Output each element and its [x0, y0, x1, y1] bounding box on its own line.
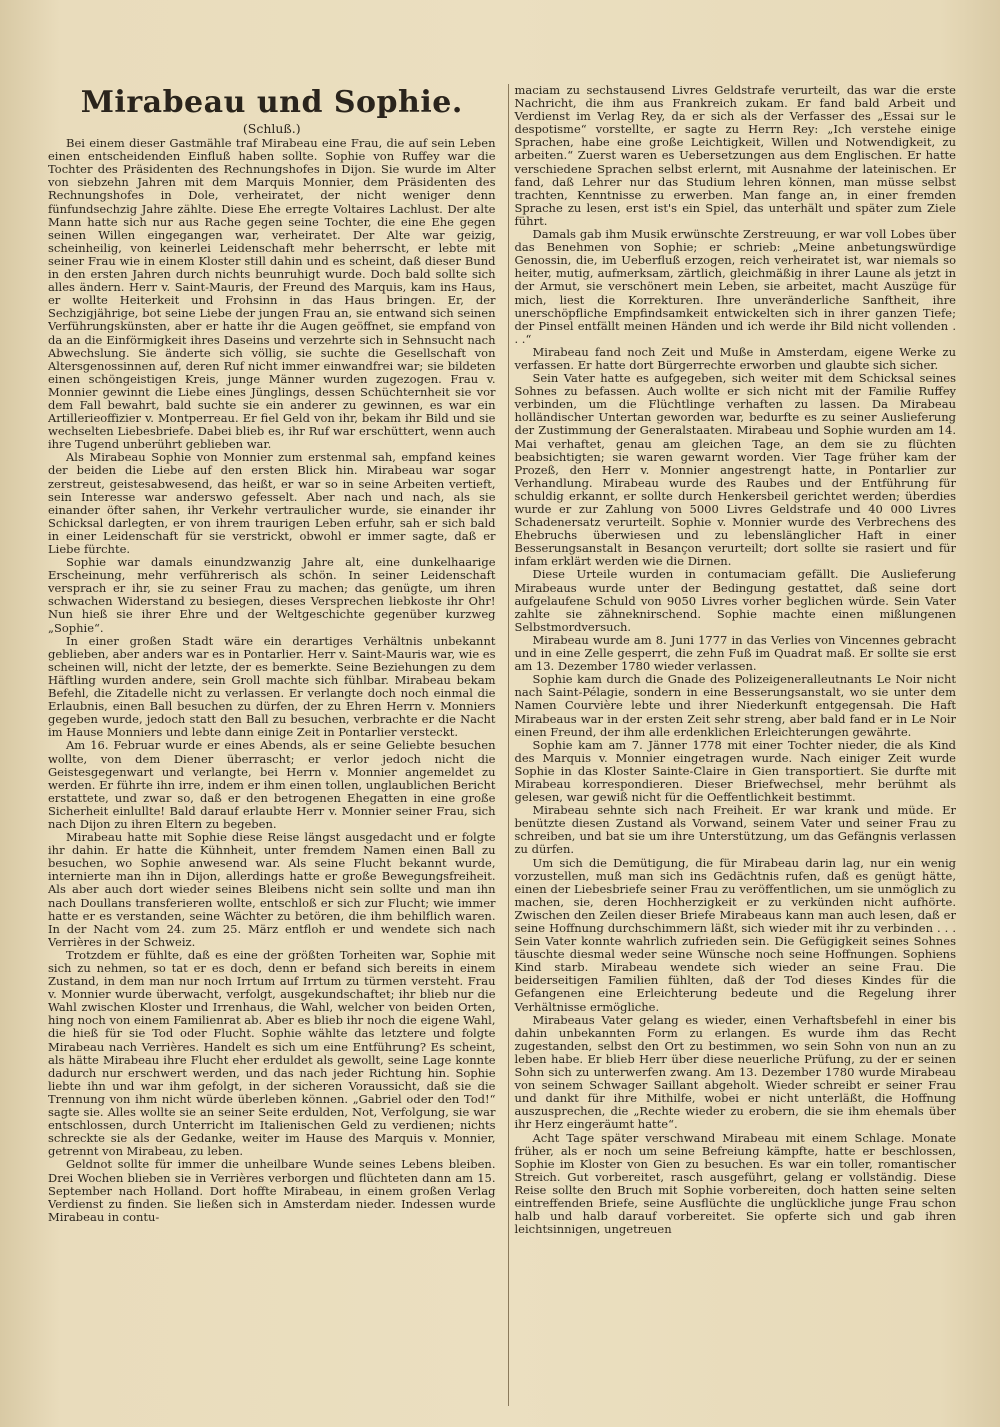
article-subtitle: (Schluß.): [242, 121, 301, 136]
paragraph: Sophie kam durch die Gnade des Polizeigeneralleutnants Le Noir nicht nach Saint-Pélagie, sondern in eine Besserungsanstalt, wo sie unter dem Namen Courvière lebte und ihrer Niederkunft entgegensah. Die Haft Mirabeaus war in der ersten Zeit sehr streng, aber bald fand er in Le Noir einen Freund, der ihm alle erdenklichen Erleichterungen gewährte.: [514, 672, 956, 739]
paragraph: Trotzdem er fühlte, daß es eine der größten Torheiten war, Sophie mit sich zu nehmen, so tat er es doch, denn er befand sich bereits in einem Zustand, in dem man nur noch Irrtum auf Irrtum zu türmen versteht. Frau v. Monnier wurde überwacht, verfolgt, ausgekundschaftet; ihr blieb nur die Wahl zwischen Kloster und Irrenhaus, die Wahl, welcher von beiden Orten, hing noch von einem Familienrat ab. Aber es blieb ihr noch die eigene Wahl, die hieß für sie Tod oder Flucht. Sophie wählte das letztere und folgte Mirabeau nach Verrières. Handelt es sich um eine Entführung? Es scheint, als hätte Mirabeau ihre Flucht eher erduldet als gewollt, seine Lage konnte dadurch nur erschwert werden, und das nach jeder Richtung hin. Sophie liebte ihn und war ihm gefolgt, in der sicheren Voraussicht, daß sie die Trennung von ihm nicht würde überleben können. „Gabriel oder den Tod!“ sagte sie. Alles wollte sie an seiner Seite erdulden, Not, Verfolgung, sie war entschlossen, durch Unterricht im Italienischen Geld zu verdienen; nichts schreckte sie als der Gedanke, weiter im Hause des Marquis v. Monnier, getrennt von Mirabeau, zu leben.: [48, 947, 496, 1159]
paragraph: In einer großen Stadt wäre ein derartiges Verhältnis unbekannt geblieben, aber anders war es in Pontarlier. Herr v. Saint-Mauris war, wie es scheinen will, nicht der letzte, der es bemerkte. Seine Beziehungen zu dem Häftling wurden andere, sein Groll machte sich fühlbar. Mirabeau bekam Befehl, die Zitadelle nicht zu verlassen. Er verlangte doch noch einmal die Erlaubnis, einen Ball besuchen zu dürfen, der zu Ehren Herrn v. Monniers gegeben wurde, jedoch statt den Ball zu besuchen, verbrachte er die Nacht im Hause Monniers und lebte dann einige Zeit in Pontarlier versteckt.: [48, 633, 496, 740]
paragraph: Am 16. Februar wurde er eines Abends, als er seine Geliebte besuchen wollte, von dem Diener überrascht; er verlor jedoch nicht die Geistesgegenwart und verlangte, bei Herrn v. Monnier angemeldet zu werden. Er führte ihn irre, indem er ihm einen tollen, unglaublichen Bericht erstattete, und zwar so, daß er den betrogenen Ehegatten in eine große Sicherheit einlullte! Bald darauf erlaubte Herr v. Monnier seiner Frau, sich nach Dijon zu ihren Eltern zu begeben.: [48, 738, 496, 831]
paragraph: maciam zu sechstausend Livres Geldstrafe verurteilt, das war die erste Nachricht, die ihm aus Frankreich zukam. Er fand bald Arbeit und Verdienst im Verlag Rey, da er sich als der Verfasser des „Essai sur le despotisme“ vorstellte, er sagte zu Herrn Rey: „Ich verstehe einige Sprachen, habe eine große Leichtigkeit, Willen und Notwendigkeit, zu arbeiten.“ Zuerst waren es Uebersetzungen aus dem Englischen. Er hatte verschiedene Sprachen selbst erlernt, mit Ausnahme der lateinischen. Er fand, daß Lehrer nur das Studium lehren können, man müsse selbst trachten, Kenntnisse zu erwerben. Man fange an, in einer fremden Sprache zu lesen, erst ist's ein Spiel, das unterhält und später zum Ziele führt.: [514, 84, 956, 228]
paragraph: Damals gab ihm Musik erwünschte Zerstreuung, er war voll Lobes über das Benehmen von Sophie; er schrieb: „Meine anbetungswürdige Genossin, die, im Ueberfluß erzogen, reich verheiratet ist, war niemals so heiter, mutig, aufmerksam, zärtlich, gleichmäßig in ihrer Laune als jetzt in der Armut, sie verschönert mein Leben, sie arbeitet, macht Auszüge für mich, liest die Korrekturen. Ihre unveränderliche Sanftheit, ihre unerschöpfliche Empfindsamkeit entwickelten sich in ihrer ganzen Tiefe; der Pinsel entfällt meinen Händen und ich werde ihr Bild nicht vollenden . . .“: [514, 227, 956, 346]
paragraph: Um sich die Demütigung, die für Mirabeau darin lag, nur ein wenig vorzustellen, muß man sich ins Gedächtnis rufen, daß es genügt hätte, einen der Liebesbriefe seiner Frau zu veröffentlichen, um sie unmöglich zu machen, sie, deren Hochherzigkeit er zu verkünden nicht aufhörte. Zwischen den Zeilen dieser Briefe Mirabeaus kann man auch lesen, daß er seine Hoffnung durchschimmern läßt, sich wieder mit ihr zu verbinden . . . Sein Vater konnte wahrlich zufrieden sein. Die Gefügigkeit seines Sohnes täuschte diesmal weder seine Wünsche noch seine Hoffnungen. Sophiens Kind starb. Mirabeau wendete sich wieder an seine Frau. Die beiderseitigen Familien fühlten, daß der Tod dieses Kindes für die Gefangenen eine Erleichterung bedeute und die Regelung ihrer Verhältnisse ermögliche.: [514, 855, 956, 1014]
article-columns: [48, 84, 956, 1406]
paragraph: Acht Tage später verschwand Mirabeau mit einem Schlage. Monate früher, als er noch um seine Befreiung kämpfte, hatte er beschlossen, Sophie im Kloster von Gien zu besuchen. Es war ein toller, romantischer Streich. Gut vorbereitet, rasch ausgeführt, gelang er vollständig. Diese Reise sollte den Bruch mit Sophie vorbereiten, doch hatten seine selten eintreffenden Briefe, seine Ausflüchte die unglückliche junge Frau schon halb und halb darauf vorbereitet. Sie opferte sich und gab ihren leichtsinnigen, ungetreuen: [514, 1130, 956, 1237]
paragraph: Geldnot sollte für immer die unheilbare Wunde seines Lebens bleiben. Drei Wochen blieben sie in Verrières verborgen und flüchteten dann am 15. September nach Holland. Dort hoffte Mirabeau, in einem großen Verlag Verdienst zu finden. Sie ließen sich in Amsterdam nieder. Indessen wurde Mirabeau in contu-: [48, 1157, 496, 1224]
paragraph: Mirabeaus Vater gelang es wieder, einen Verhaftsbefehl in einer bis dahin unbekannten Form zu erlangen. Es wurde ihm das Recht zugestanden, selbst den Ort zu bestimmen, wo sein Sohn von nun an zu leben habe. Er blieb Herr über diese neuerliche Prüfung, zu der er seinen Sohn sich zu unterwerfen zwang. Am 13. Dezember 1780 wurde Mirabeau von seinem Schwager Saillant abgeholt. Wieder schreibt er seiner Frau und dankt für ihre Mithilfe, wobei er nicht unterläßt, die Hoffnung auszusprechen, die „Rechte wieder zu erobern, die sie ihm ehemals über ihr Herz eingeräumt hatte“.: [514, 1012, 956, 1132]
paragraph: Mirabeau sehnte sich nach Freiheit. Er war krank und müde. Er benützte diesen Zustand als Vorwand, seinem Vater und seiner Frau zu schreiben, und bat sie um ihre Unterstützung, um das Gefängnis verlassen zu dürfen.: [514, 803, 956, 857]
article-title: Mirabeau und Sophie.: [80, 85, 463, 120]
paragraph: Sophie kam am 7. Jänner 1778 mit einer Tochter nieder, die als Kind des Marquis v. Monnier eingetragen wurde. Nach einiger Zeit wurde Sophie in das Kloster Sainte-Claire in Gien transportiert. Sie durfte mit Mirabeau korrespondieren. Dieser Briefwechsel, mehr berühmt als gelesen, war gewiß nicht für die Oeffentlichkeit bestimmt.: [514, 737, 956, 805]
paragraph: Diese Urteile wurden in contumaciam gefällt. Die Auslieferung Mirabeaus wurde unter der Bedingung gestattet, daß seine dort aufgelaufene Schuld von 9050 Livres vorher beglichen würde. Sein Vater zahlte sie zähneknirschend. Sophie machte einen mißlungenen Selbstmordversuch.: [514, 567, 956, 634]
left-column: [48, 84, 496, 1406]
paragraph: Bei einem dieser Gastmähle traf Mirabeau eine Frau, die auf sein Leben einen entscheidenden Einfluß haben sollte. Sophie von Ruffey war die Tochter des Präsidenten des Rechnungshofes in Dijon. Sie wurde im Alter von siebzehn Jahren mit dem Marquis Monnier, dem Präsidenten des Rechnungshofes in Dole, verheiratet, der nicht weniger denn fünfundsechzig Jahre zählte. Diese Ehe erregte Voltaires Lachlust. Der alte Mann hatte sich nur aus Rache gegen seine Tochter, die eine Ehe gegen seinen Willen eingegangen war, verheiratet. Der Alte war geizig, scheinheilig, von keinerlei Leidenschaft mehr beherrscht, er lebte mit seiner Frau wie in einem Kloster still dahin und es scheint, daß dieser Bund in den ersten Jahren durch nichts beunruhigt wurde. Doch bald sollte sich alles ändern. Herr v. Saint-Mauris, der Freund des Marquis, kam ins Haus, er wollte Heiterkeit und Frohsinn in das Haus bringen. Er, der Sechzigjährige, bot seine Liebe der jungen Frau an, sie entwand sich seinen Verführungskünsten, aber er hatte ihr die Augen geöffnet, sie empfand von da an die Einförmigkeit ihres Daseins und verzehrte sich in Sehnsucht nach Abwechslung. Sie änderte sich völlig, sie suchte die Gesellschaft von Altersgenossinnen auf, deren Ruf nicht immer einwandfrei war; sie bildeten einen schöngeistigen Kreis, junge Männer wurden zugezogen. Frau v. Monnier gewinnt die Liebe eines Jünglings, dessen Schüchternheit sie vor dem Fall bewahrt, bald suchte sie ein anderer zu gewinnen, es war ein Artillerieoffizier v. Montperreau. Er fiel Geld von ihr, bekam ihr Bild und sie wechselten Liebesbriefe. Dabei blieb es, ihr Ruf war erschüttert, wenn auch ihre Tugend unberührt geblieben war.: [48, 136, 496, 452]
right-column: [508, 84, 957, 1406]
paragraph: Sein Vater hatte es aufgegeben, sich weiter mit dem Schicksal seines Sohnes zu befassen. Auch wollte er sich nicht mit der Familie Ruffey verbinden, um die Flüchtlinge verhaften zu lassen. Da Mirabeau holländischer Untertan geworden war, bedurfte es zu seiner Auslieferung der Zustimmung der Generalstaaten. Mirabeau und Sophie wurden am 14. Mai verhaftet, genau am gleichen Tage, an dem sie zu flüchten beabsichtigten; sie waren gewarnt worden. Vier Tage früher kam der Prozeß, den Herr v. Monnier angestrengt hatte, in Pontarlier zur Verhandlung. Mirabeau wurde des Raubes und der Entführung für schuldig erkannt, er sollte durch Henkersbeil gerichtet werden; überdies wurde er zur Zahlung von 5000 Livres Geldstrafe und 40 000 Livres Schadenersatz verurteilt. Sophie v. Monnier wurde des Verbrechens des Ehebruchs überwiesen und zu lebenslänglicher Haft in einer Besserungsanstalt in Besançon verurteilt; dort sollte sie rasiert und für infam erklärt werden wie die Dirnen.: [514, 371, 956, 569]
paragraph: Sophie war damals einundzwanzig Jahre alt, eine dunkelhaarige Erscheinung, mehr verführerisch als schön. In seiner Leidenschaft versprach er ihr, sie zu seiner Frau zu machen; das genügte, um ihren schwachen Widerstand zu besiegen, dieses Versprechen liebkoste ihr Ohr! Nun hieß sie ihrer Ehre und der Weltgeschichte gegenüber kurzweg „Sophie“.: [48, 555, 496, 635]
paragraph: Als Mirabeau Sophie von Monnier zum erstenmal sah, empfand keines der beiden die Liebe auf den ersten Blick hin. Mirabeau war sogar zerstreut, geistesabwesend, das heißt, er war so in seine Arbeiten vertieft, sein Interesse war anderswo gefesselt. Aber nach und nach, als sie einander öfter sahen, ihr Verkehr vertraulicher wurde, sie einander ihr Schicksal darlegten, er von ihrem traurigen Leben erfuhr, sah er sich bald in einer Leidenschaft für sie verstrickt, obwohl er immer sagte, daß er Liebe fürchte.: [48, 450, 496, 556]
paragraph: Mirabeau fand noch Zeit und Muße in Amsterdam, eigene Werke zu verfassen. Er hatte dort Bürgerrechte erworben und glaubte sich sicher.: [514, 344, 956, 372]
paragraph: Mirabeau wurde am 8. Juni 1777 in das Verlies von Vincennes gebracht und in eine Zelle gesperrt, die zehn Fuß im Quadrat maß. Er sollte sie erst am 13. Dezember 1780 wieder verlassen.: [514, 632, 956, 674]
paragraph: Mirabeau hatte mit Sophie diese Reise längst ausgedacht und er folgte ihr dahin. Er hatte die Kühnheit, unter fremdem Namen einen Ball zu besuchen, wo Sophie anwesend war. Als seine Flucht bekannt wurde, internierte man ihn in Dijon, allerdings hatte er große Bewegungsfreiheit. Als aber auch dort wieder seines Bleibens nicht sein sollte und man ihn nach Doullans transferieren wollte, entschloß er sich zur Flucht; wie immer hatte er es verstanden, seine Wächter zu betören, die ihm behilflich waren. In der Nacht vom 24. zum 25. März entfloh er und wendete sich nach Verrières in der Schweiz.: [48, 830, 496, 949]
